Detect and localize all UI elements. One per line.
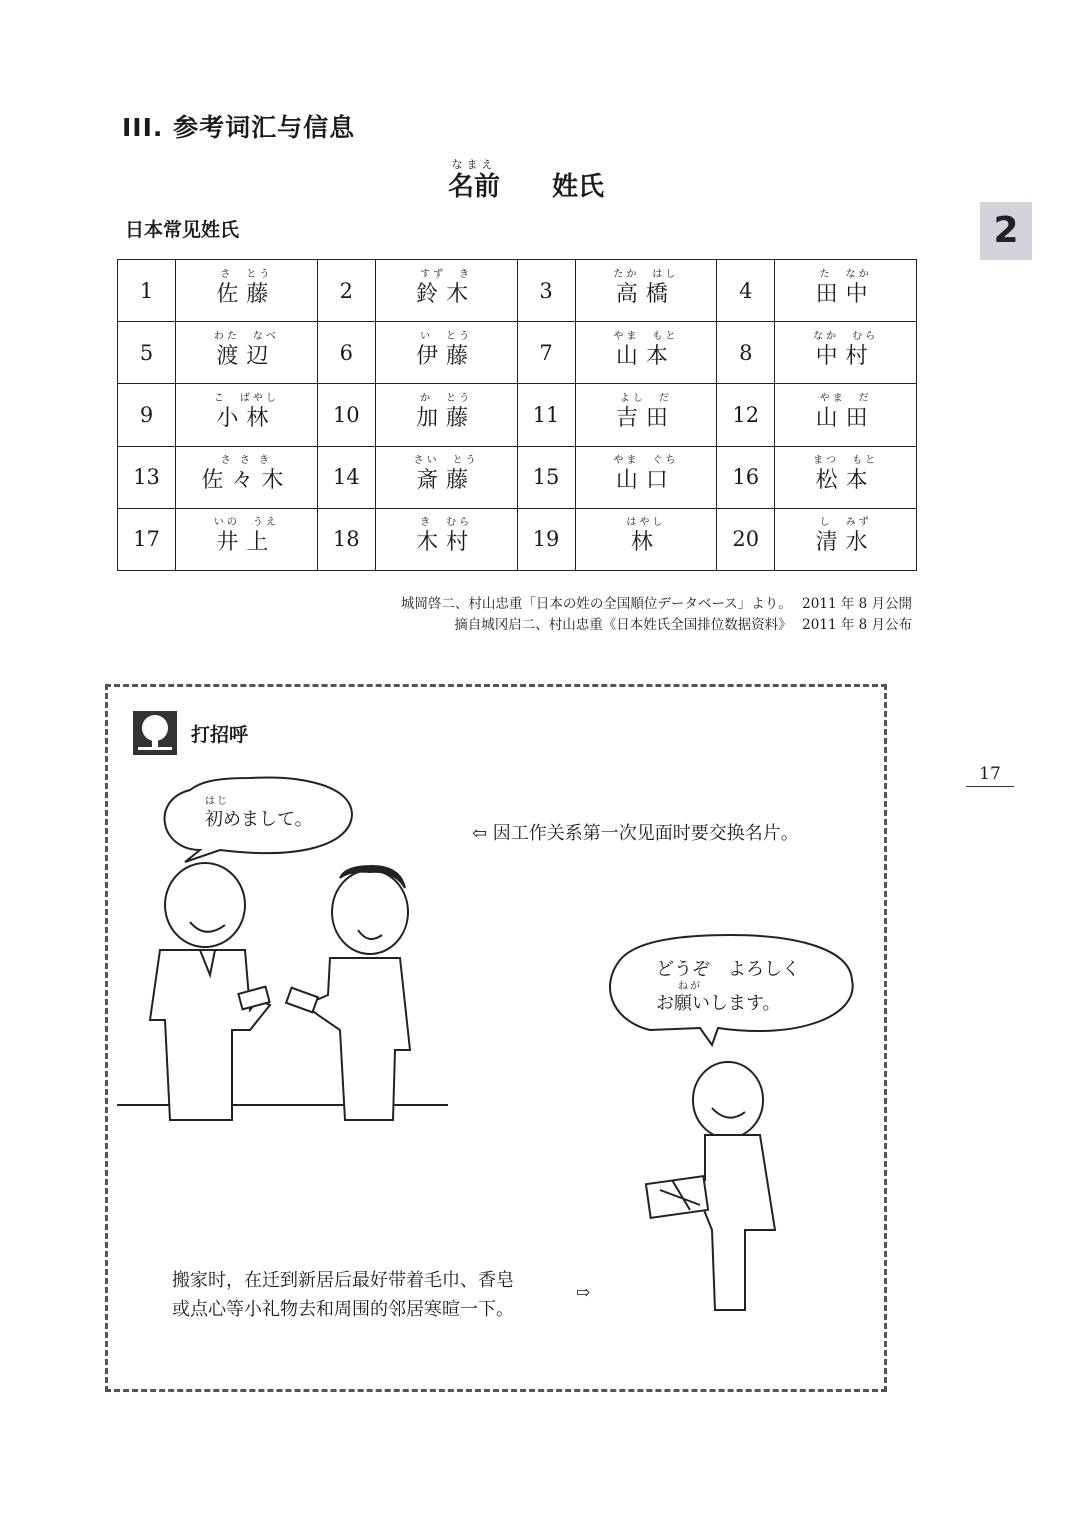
surname-reading: なか むら bbox=[813, 330, 879, 342]
right-businessman bbox=[286, 866, 410, 1120]
surname-rank: 1 bbox=[118, 260, 176, 322]
source-date-chinese: 2011 年 8 月公布 bbox=[802, 617, 912, 633]
surname-kanji: 斎藤 bbox=[416, 468, 477, 494]
section-heading: III. 参考词汇与信息 bbox=[122, 113, 356, 142]
surname-kanji: 林 bbox=[630, 530, 661, 556]
surname-rank: 3 bbox=[517, 260, 575, 322]
surname-rank: 19 bbox=[517, 508, 575, 570]
surname-rank: 6 bbox=[317, 322, 375, 384]
right-arrow-icon: ⇨ bbox=[576, 1283, 591, 1303]
title-ruby: なまえ bbox=[451, 158, 497, 171]
surname-reading: し みず bbox=[819, 517, 872, 529]
surname-kanji: 木村 bbox=[416, 530, 477, 556]
surname-reading: はやし bbox=[626, 517, 666, 529]
surname-rank: 14 bbox=[317, 446, 375, 508]
surname-rank: 11 bbox=[517, 384, 575, 446]
note-business-card: ⇦ 因工作关系第一次见面时要交换名片。 bbox=[472, 823, 799, 844]
note2-line2: 或点心等小礼物去和周围的邻居寒暄一下。 bbox=[172, 1299, 514, 1320]
surname-reading: さ とう bbox=[220, 268, 273, 280]
surname-rank: 12 bbox=[717, 384, 775, 446]
surname-reading: まつ もと bbox=[813, 455, 879, 467]
surname-kanji: 中村 bbox=[815, 343, 876, 369]
surname-reading: やま ぐち bbox=[613, 455, 679, 467]
surname-kanji: 佐々木 bbox=[201, 468, 292, 494]
surname-kanji: 松本 bbox=[815, 468, 876, 494]
surname-kanji: 山口 bbox=[615, 468, 676, 494]
bubble2-ruby: ねが bbox=[678, 981, 702, 992]
surname-kanji: 田中 bbox=[815, 281, 876, 307]
note-moving-greeting bbox=[172, 1266, 514, 1324]
bubble1-line: 初めまして。 bbox=[205, 809, 313, 830]
surname-rank: 15 bbox=[517, 446, 575, 508]
panel-title: 打招呼 bbox=[191, 724, 249, 746]
surname-kanji: 伊藤 bbox=[416, 343, 477, 369]
surname-rank: 20 bbox=[717, 508, 775, 570]
bubble2-line1: どうぞ よろしく bbox=[656, 959, 800, 980]
surname-reading: たか はし bbox=[613, 268, 679, 280]
bubble2-text bbox=[656, 958, 800, 1016]
surname-kanji: 佐藤 bbox=[216, 281, 277, 307]
surname-reading: か とう bbox=[420, 392, 473, 404]
surname-reading: やま もと bbox=[613, 330, 679, 342]
surname-reading: こ ばやし bbox=[213, 392, 279, 404]
bubble2-line2: お願いします。 bbox=[656, 993, 781, 1014]
surname-kanji: 清水 bbox=[815, 530, 876, 556]
surname-rank: 5 bbox=[118, 322, 176, 384]
surname-kanji: 山田 bbox=[815, 405, 876, 431]
surname-kanji: 鈴木 bbox=[416, 281, 477, 307]
bubble1-text bbox=[205, 796, 313, 832]
surname-reading: やま だ bbox=[819, 392, 872, 404]
surname-reading: わた なべ bbox=[213, 330, 279, 342]
table-subtitle: 日本常见姓氏 bbox=[125, 219, 240, 241]
source-date-japanese: 2011 年 8 月公開 bbox=[802, 596, 912, 612]
surname-rank: 17 bbox=[118, 508, 176, 570]
surname-rank: 10 bbox=[317, 384, 375, 446]
surname-reading: すず き bbox=[420, 268, 473, 280]
surname-kanji: 井上 bbox=[216, 530, 277, 556]
surname-reading: さ さ き bbox=[220, 455, 273, 467]
surname-rank: 18 bbox=[317, 508, 375, 570]
surname-reading: い とう bbox=[420, 330, 473, 342]
surname-rank: 8 bbox=[717, 322, 775, 384]
note2-line1: 搬家时，在迁到新居后最好带着毛巾、香皂 bbox=[172, 1270, 514, 1291]
surname-rank: 2 bbox=[317, 260, 375, 322]
surname-kanji: 小林 bbox=[216, 405, 277, 431]
surname-reading: さい とう bbox=[413, 455, 479, 467]
surname-rank: 9 bbox=[118, 384, 176, 446]
surname-reading: た なか bbox=[819, 268, 872, 280]
surname-reading: よし だ bbox=[619, 392, 672, 404]
surname-kanji: 高橋 bbox=[615, 281, 676, 307]
neighbor-with-gift bbox=[646, 1062, 775, 1310]
title-kanji-seishi: 姓氏 bbox=[551, 172, 604, 202]
surname-reading: き むら bbox=[420, 517, 473, 529]
surname-kanji: 加藤 bbox=[416, 405, 477, 431]
surname-kanji: 山本 bbox=[615, 343, 676, 369]
surname-rank: 13 bbox=[118, 446, 176, 508]
surname-rank: 7 bbox=[517, 322, 575, 384]
title-kanji-namae: 名前 bbox=[447, 172, 500, 202]
surname-rank: 16 bbox=[717, 446, 775, 508]
left-businessman bbox=[150, 863, 270, 1120]
surname-rank: 4 bbox=[717, 260, 775, 322]
chapter-tab: 2 bbox=[980, 202, 1032, 260]
surname-kanji: 渡辺 bbox=[216, 343, 277, 369]
page-number: 17 bbox=[979, 764, 1001, 784]
source-text-chinese: 摘自城冈启二、村山忠重《日本姓氏全国排位数据资料》 bbox=[454, 617, 792, 633]
surname-reading: いの うえ bbox=[213, 517, 279, 529]
bubble1-ruby: はじ bbox=[205, 796, 229, 807]
surname-kanji: 吉田 bbox=[615, 405, 676, 431]
source-text-japanese: 城岡啓二、村山忠重「日本の姓の全国順位データベース」より。 bbox=[400, 596, 792, 612]
